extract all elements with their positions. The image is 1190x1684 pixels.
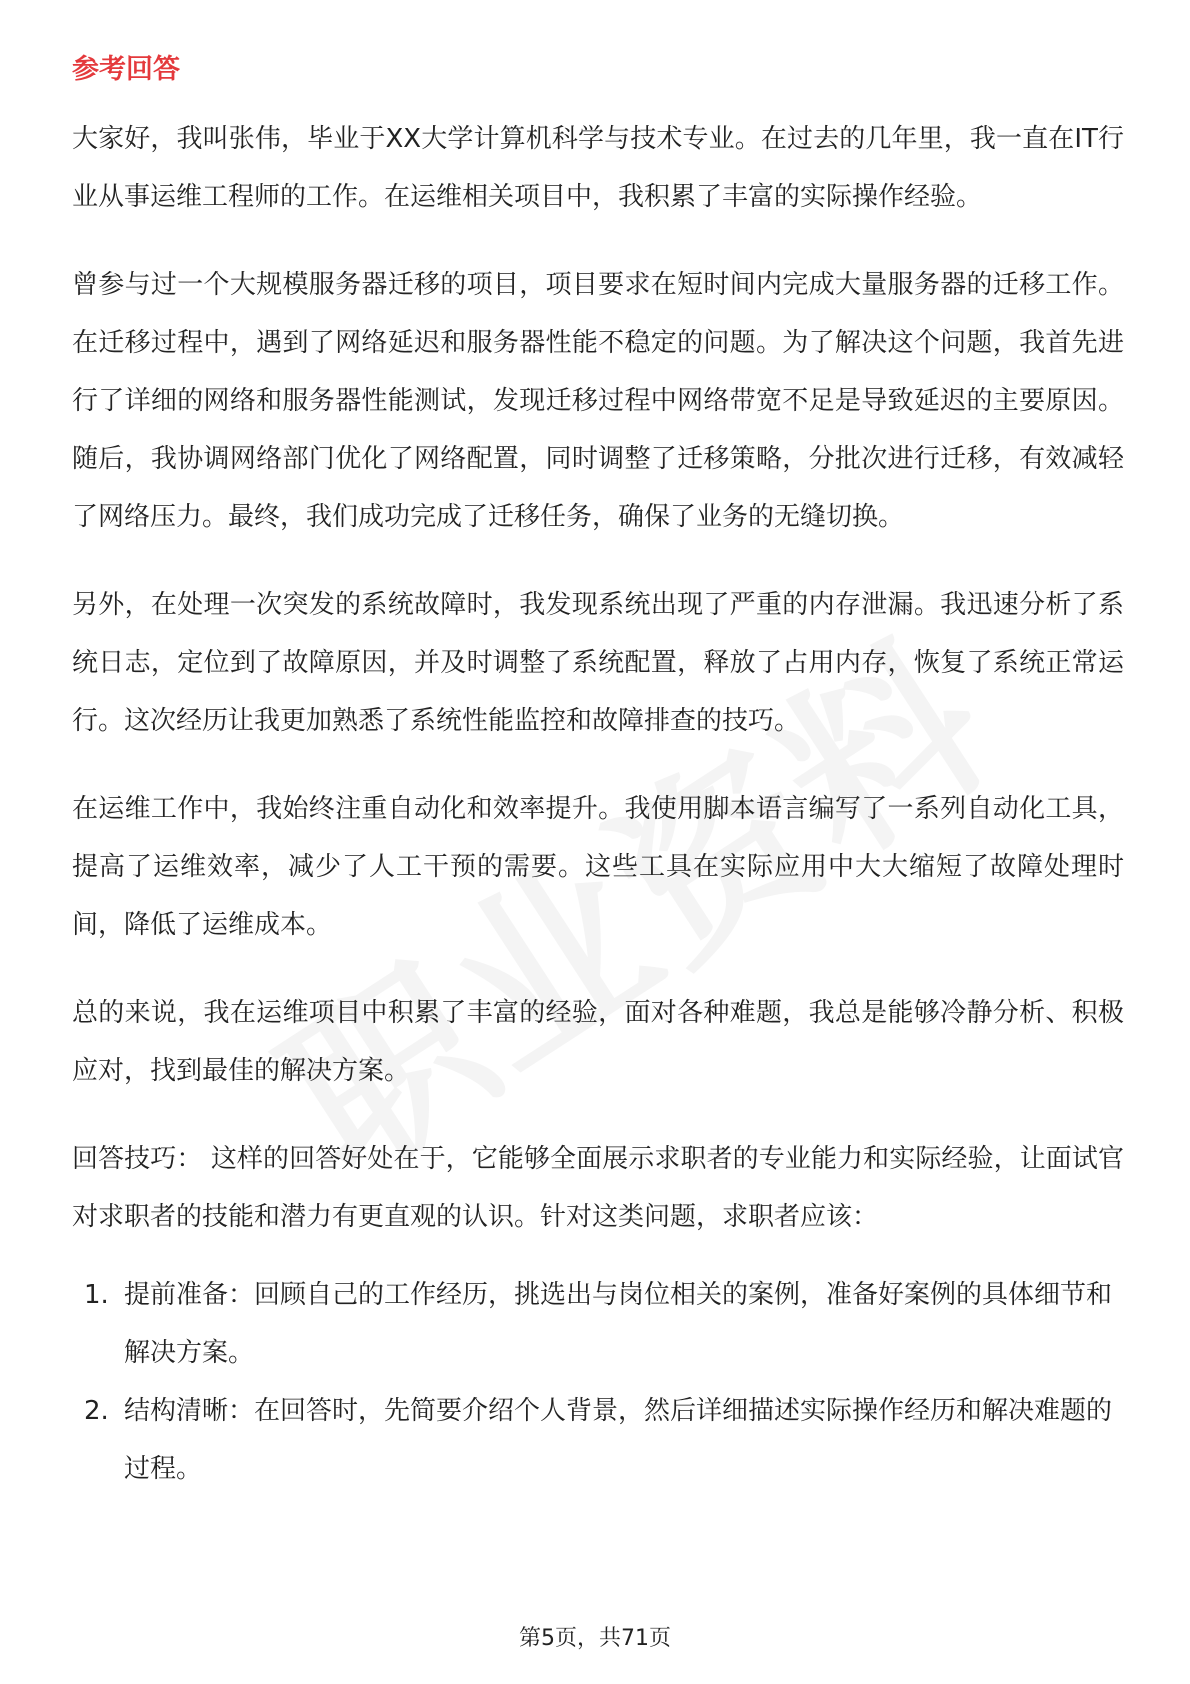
page-footer: 第5页，共71页 [519,1626,671,1651]
document-content [72,50,1124,1498]
list-text: 结构清晰：在回答时，先简要介绍个人背景，然后详细描述实际操作经历和解决难题的过程。 [124,1396,1113,1484]
paragraph-system-fault: 另外，在处理一次突发的系统故障时，我发现系统出现了严重的内存泄漏。我迅速分析了系统日志，定位到了故障原因，并及时调整了系统配置，释放了占用内存，恢复了系统正常运行。这次经历让我更加熟悉了系统性能监控和故障排查的技巧。 [72,590,1124,736]
paragraph-summary: 总的来说，我在运维项目中积累了丰富的经验，面对各种难题，我总是能够冷静分析、积极应对，找到最佳的解决方案。 [72,998,1124,1086]
list-item [72,1382,1124,1498]
paragraph-answer-tips: 回答技巧： 这样的回答好处在于，它能够全面展示求职者的专业能力和实际经验，让面试官对求职者的技能和潜力有更直观的认识。针对这类问题，求职者应该： [72,1144,1124,1232]
list-number: 1. [84,1280,109,1310]
section-title: 参考回答 [72,54,180,85]
list-item [72,1266,1124,1382]
paragraph-automation: 在运维工作中，我始终注重自动化和效率提升。我使用脚本语言编写了一系列自动化工具，提高了运维效率，减少了人工干预的需要。这些工具在实际应用中大大缩短了故障处理时间，降低了运维成本。 [72,794,1124,940]
list-text: 提前准备：回顾自己的工作经历，挑选出与岗位相关的案例，准备好案例的具体细节和解决方案。 [124,1280,1113,1368]
paragraph-server-migration: 曾参与过一个大规模服务器迁移的项目，项目要求在短时间内完成大量服务器的迁移工作。在迁移过程中，遇到了网络延迟和服务器性能不稳定的问题。为了解决这个问题，我首先进行了详细的网络和服务器性能测试，发现迁移过程中网络带宽不足是导致延迟的主要原因。随后，我协调网络部门优化了网络配置，同时调整了迁移策略，分批次进行迁移，有效减轻了网络压力。最终，我们成功完成了迁移任务，确保了业务的无缝切换。 [72,270,1124,532]
tips-list [72,1266,1124,1498]
paragraph-intro: 大家好，我叫张伟，毕业于XX大学计算机科学与技术专业。在过去的几年里，我一直在IT行业从事运维工程师的工作。在运维相关项目中，我积累了丰富的实际操作经验。 [72,124,1124,212]
list-number: 2. [84,1396,109,1426]
